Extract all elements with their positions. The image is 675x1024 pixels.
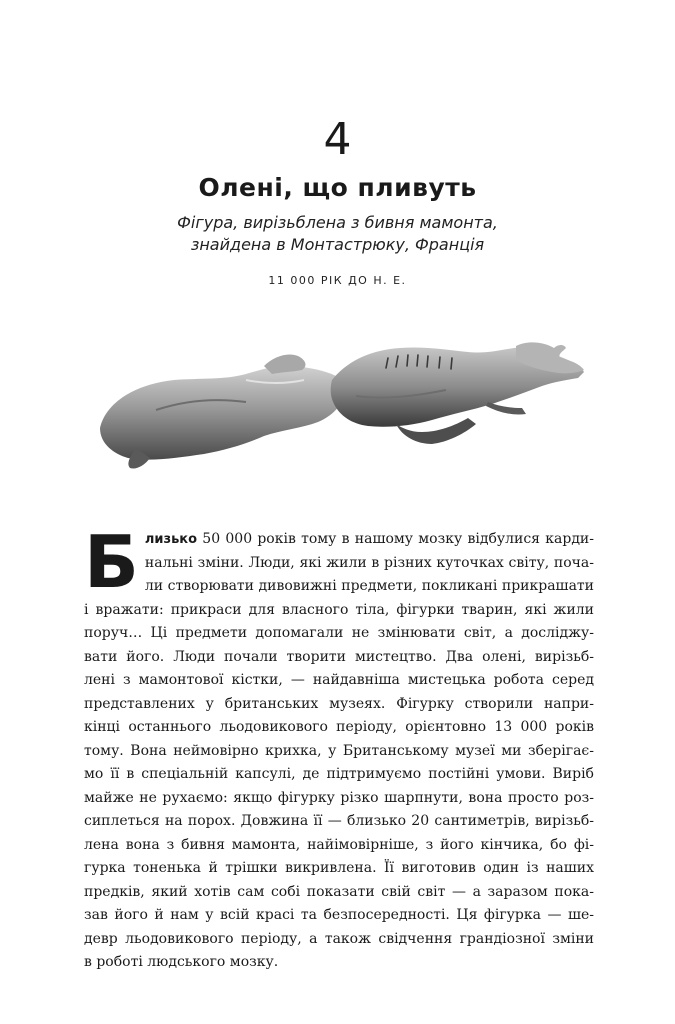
text-line: представлених у британських музеях. Фігурку створили напри-: [84, 695, 594, 712]
text-line: лена вона з бивня мамонта, найімовірніше, з його кінчика, бо фі-: [84, 836, 594, 853]
front-deer-leg: [486, 402, 526, 415]
text-line: гурка тоненька й трішки викривлена. Її виготовив один із наших: [84, 860, 594, 876]
subtitle-line: знайдена в Монтастрюку, Франція: [190, 235, 485, 254]
text-line: вати його. Люди почали творити мистецтво. Два олені, вирізьб-: [84, 648, 594, 665]
text-line: 50 000 років тому в нашому мозку відбулися карди-: [197, 531, 594, 547]
subtitle-line: Фігура, вирізьблена з бивня мамонта,: [177, 213, 498, 232]
text-line: мо її в спеціальній капсулі, де підтримуємо постійні умови. Виріб: [84, 766, 594, 782]
text-line: девр льодовикового періоду, а також свідчення грандіозної зміни: [84, 930, 594, 947]
text-line: сиплеться на порох. Довжина її — близько 20 сантиметрів, вирізьб-: [84, 813, 594, 829]
text-line: предків, який хотів сам собі показати свій світ — а заразом пока-: [84, 883, 594, 900]
text-line: тому. Вона неймовірно крихка, у Британському музеї ми зберігає-: [84, 742, 594, 759]
chapter-title: Олені, що пливуть: [198, 173, 477, 202]
text-line: поруч… Ці предмети допомагали не змінювати світ, а досліджу-: [84, 625, 594, 641]
carved-reindeer-figure-icon: [96, 340, 586, 470]
text-line: нальні зміни. Люди, які жили в різних куточках світу, поча-: [144, 554, 594, 571]
text-line: ли створювати дивовижні предмети, покликані прикрашати: [144, 578, 594, 594]
chapter-subtitle: [0, 212, 675, 256]
lead-word: лизько: [144, 532, 198, 547]
text-line: лені з мамонтової кістки, — найдавніша мистецька робота серед: [84, 672, 594, 688]
body-paragraph: [84, 520, 594, 975]
rear-deer-shape: [100, 365, 346, 459]
drop-cap: Б: [84, 520, 139, 604]
text-line: майже не рухаємо: якщо фігурку різко шарпнути, вона просто роз-: [84, 789, 594, 806]
text-line: кінці останнього льодовикового періоду, орієнтовно 13 000 років: [84, 719, 594, 735]
chapter-date: 11 000 РІК ДО Н. Е.: [268, 274, 407, 287]
text-line: зав його й нам у всій красі та безпосередності. Ця фігурка — ше-: [84, 907, 594, 923]
text-line: в роботі людського мозку.: [84, 954, 279, 970]
chapter-number: 4: [323, 114, 352, 165]
text-line: і вражати: прикраси для власного тіла, фігурки тварин, які жили: [84, 601, 594, 618]
